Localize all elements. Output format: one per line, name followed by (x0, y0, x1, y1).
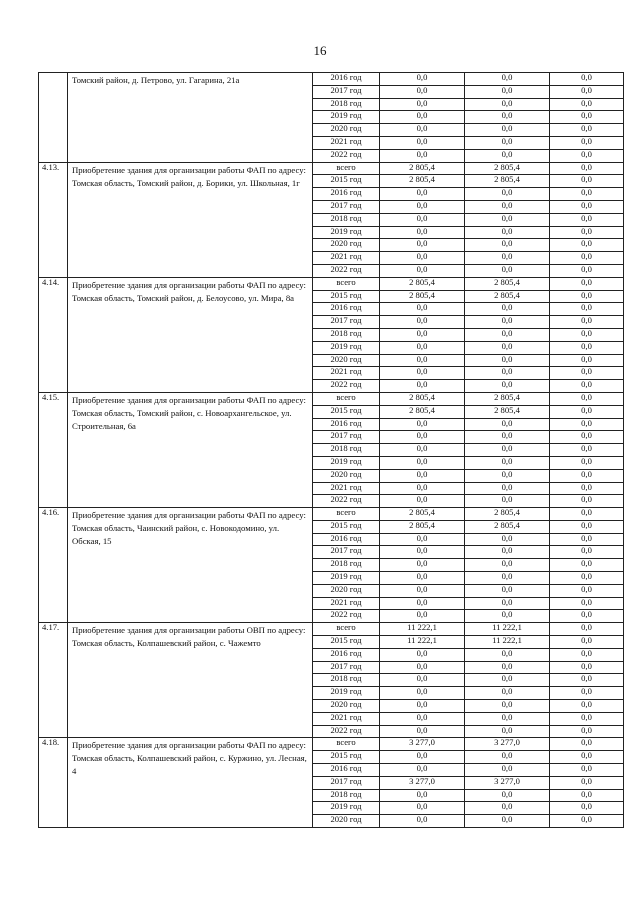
period-cell: 2021 год (313, 712, 380, 725)
other-value-cell: 0,0 (550, 738, 624, 751)
other-value-cell: 0,0 (550, 444, 624, 457)
period-cell: всего (313, 162, 380, 175)
other-value-cell: 0,0 (550, 546, 624, 559)
period-cell: 2018 год (313, 328, 380, 341)
period-cell: 2018 год (313, 559, 380, 572)
other-value-cell: 0,0 (550, 725, 624, 738)
regional-value-cell: 0,0 (465, 380, 550, 393)
other-value-cell: 0,0 (550, 559, 624, 572)
regional-value-cell: 0,0 (465, 124, 550, 137)
total-value-cell: 0,0 (380, 239, 465, 252)
regional-value-cell: 0,0 (465, 316, 550, 329)
total-value-cell: 0,0 (380, 136, 465, 149)
regional-value-cell: 0,0 (465, 802, 550, 815)
other-value-cell: 0,0 (550, 751, 624, 764)
table-row (39, 623, 624, 636)
other-value-cell: 0,0 (550, 623, 624, 636)
total-value-cell: 0,0 (380, 610, 465, 623)
other-value-cell: 0,0 (550, 277, 624, 290)
other-value-cell: 0,0 (550, 405, 624, 418)
other-value-cell: 0,0 (550, 533, 624, 546)
other-value-cell: 0,0 (550, 316, 624, 329)
other-value-cell: 0,0 (550, 610, 624, 623)
regional-value-cell: 0,0 (465, 341, 550, 354)
regional-value-cell: 0,0 (465, 200, 550, 213)
total-value-cell: 0,0 (380, 533, 465, 546)
regional-value-cell: 0,0 (465, 469, 550, 482)
total-value-cell: 2 805,4 (380, 277, 465, 290)
period-cell: 2022 год (313, 264, 380, 277)
period-cell: 2021 год (313, 136, 380, 149)
total-value-cell: 3 277,0 (380, 776, 465, 789)
period-cell: 2019 год (313, 111, 380, 124)
regional-value-cell: 0,0 (465, 149, 550, 162)
other-value-cell: 0,0 (550, 136, 624, 149)
regional-value-cell: 0,0 (465, 354, 550, 367)
period-cell: 2018 год (313, 444, 380, 457)
other-value-cell: 0,0 (550, 392, 624, 405)
period-cell: 2018 год (313, 98, 380, 111)
period-cell: 2017 год (313, 661, 380, 674)
regional-value-cell: 0,0 (465, 213, 550, 226)
table-row (39, 73, 624, 86)
total-value-cell: 2 805,4 (380, 520, 465, 533)
regional-value-cell: 0,0 (465, 98, 550, 111)
total-value-cell: 2 805,4 (380, 508, 465, 521)
period-cell: 2017 год (313, 85, 380, 98)
regional-value-cell: 0,0 (465, 597, 550, 610)
regional-value-cell: 0,0 (465, 73, 550, 86)
regional-value-cell: 0,0 (465, 661, 550, 674)
other-value-cell: 0,0 (550, 802, 624, 815)
regional-value-cell: 0,0 (465, 111, 550, 124)
other-value-cell: 0,0 (550, 200, 624, 213)
period-cell: 2021 год (313, 482, 380, 495)
item-number (39, 73, 68, 163)
other-value-cell: 0,0 (550, 712, 624, 725)
total-value-cell: 0,0 (380, 418, 465, 431)
period-cell: 2018 год (313, 674, 380, 687)
period-cell: 2018 год (313, 789, 380, 802)
total-value-cell: 0,0 (380, 789, 465, 802)
regional-value-cell: 0,0 (465, 789, 550, 802)
total-value-cell: 0,0 (380, 328, 465, 341)
funding-table (38, 72, 624, 828)
regional-value-cell: 2 805,4 (465, 520, 550, 533)
other-value-cell: 0,0 (550, 98, 624, 111)
period-cell: 2017 год (313, 431, 380, 444)
regional-value-cell: 0,0 (465, 328, 550, 341)
item-number: 4.14. (39, 277, 68, 392)
table-row (39, 162, 624, 175)
regional-value-cell: 0,0 (465, 456, 550, 469)
total-value-cell: 11 222,1 (380, 623, 465, 636)
other-value-cell: 0,0 (550, 789, 624, 802)
other-value-cell: 0,0 (550, 328, 624, 341)
regional-value-cell: 0,0 (465, 85, 550, 98)
regional-value-cell: 0,0 (465, 444, 550, 457)
period-cell: 2020 год (313, 700, 380, 713)
total-value-cell: 0,0 (380, 252, 465, 265)
other-value-cell: 0,0 (550, 431, 624, 444)
total-value-cell: 0,0 (380, 725, 465, 738)
other-value-cell: 0,0 (550, 73, 624, 86)
table-row (39, 508, 624, 521)
total-value-cell: 0,0 (380, 559, 465, 572)
total-value-cell: 2 805,4 (380, 392, 465, 405)
total-value-cell: 0,0 (380, 316, 465, 329)
total-value-cell: 0,0 (380, 73, 465, 86)
other-value-cell: 0,0 (550, 674, 624, 687)
item-number: 4.17. (39, 623, 68, 738)
total-value-cell: 0,0 (380, 751, 465, 764)
item-number: 4.13. (39, 162, 68, 277)
item-description: Приобретение здания для организации работы ОВП по адресу: Томская область, Колпашевский район, с. Чажемто (68, 623, 313, 738)
regional-value-cell: 0,0 (465, 264, 550, 277)
other-value-cell: 0,0 (550, 418, 624, 431)
regional-value-cell: 0,0 (465, 725, 550, 738)
total-value-cell: 2 805,4 (380, 405, 465, 418)
total-value-cell: 0,0 (380, 648, 465, 661)
period-cell: 2015 год (313, 751, 380, 764)
period-cell: 2015 год (313, 405, 380, 418)
other-value-cell: 0,0 (550, 367, 624, 380)
period-cell: 2021 год (313, 367, 380, 380)
period-cell: всего (313, 277, 380, 290)
regional-value-cell: 0,0 (465, 533, 550, 546)
other-value-cell: 0,0 (550, 495, 624, 508)
period-cell: 2022 год (313, 380, 380, 393)
total-value-cell: 0,0 (380, 802, 465, 815)
other-value-cell: 0,0 (550, 226, 624, 239)
period-cell: 2020 год (313, 239, 380, 252)
item-number: 4.16. (39, 508, 68, 623)
total-value-cell: 0,0 (380, 764, 465, 777)
page-number: 16 (313, 43, 327, 58)
total-value-cell: 0,0 (380, 597, 465, 610)
period-cell: 2016 год (313, 764, 380, 777)
other-value-cell: 0,0 (550, 572, 624, 585)
total-value-cell: 0,0 (380, 226, 465, 239)
other-value-cell: 0,0 (550, 239, 624, 252)
regional-value-cell: 0,0 (465, 674, 550, 687)
total-value-cell: 3 277,0 (380, 738, 465, 751)
regional-value-cell: 2 805,4 (465, 508, 550, 521)
period-cell: 2015 год (313, 175, 380, 188)
total-value-cell: 0,0 (380, 98, 465, 111)
regional-value-cell: 0,0 (465, 712, 550, 725)
regional-value-cell: 2 805,4 (465, 392, 550, 405)
period-cell: 2017 год (313, 776, 380, 789)
period-cell: 2022 год (313, 495, 380, 508)
item-number: 4.18. (39, 738, 68, 828)
period-cell: 2017 год (313, 546, 380, 559)
regional-value-cell: 0,0 (465, 252, 550, 265)
regional-value-cell: 0,0 (465, 700, 550, 713)
other-value-cell: 0,0 (550, 456, 624, 469)
other-value-cell: 0,0 (550, 111, 624, 124)
total-value-cell: 0,0 (380, 495, 465, 508)
period-cell: 2018 год (313, 213, 380, 226)
total-value-cell: 0,0 (380, 661, 465, 674)
total-value-cell: 2 805,4 (380, 290, 465, 303)
other-value-cell: 0,0 (550, 648, 624, 661)
other-value-cell: 0,0 (550, 661, 624, 674)
total-value-cell: 11 222,1 (380, 636, 465, 649)
total-value-cell: 0,0 (380, 469, 465, 482)
period-cell: 2016 год (313, 188, 380, 201)
regional-value-cell: 0,0 (465, 303, 550, 316)
total-value-cell: 0,0 (380, 200, 465, 213)
period-cell: 2019 год (313, 226, 380, 239)
period-cell: 2021 год (313, 597, 380, 610)
other-value-cell: 0,0 (550, 354, 624, 367)
period-cell: 2022 год (313, 610, 380, 623)
total-value-cell: 0,0 (380, 124, 465, 137)
other-value-cell: 0,0 (550, 252, 624, 265)
regional-value-cell: 2 805,4 (465, 405, 550, 418)
total-value-cell: 0,0 (380, 674, 465, 687)
period-cell: всего (313, 738, 380, 751)
regional-value-cell: 0,0 (465, 572, 550, 585)
period-cell: 2016 год (313, 533, 380, 546)
total-value-cell: 0,0 (380, 584, 465, 597)
regional-value-cell: 3 277,0 (465, 738, 550, 751)
regional-value-cell: 0,0 (465, 495, 550, 508)
other-value-cell: 0,0 (550, 584, 624, 597)
period-cell: 2020 год (313, 815, 380, 828)
table-row (39, 738, 624, 751)
period-cell: 2019 год (313, 572, 380, 585)
total-value-cell: 0,0 (380, 444, 465, 457)
period-cell: 2019 год (313, 687, 380, 700)
period-cell: 2019 год (313, 341, 380, 354)
total-value-cell: 2 805,4 (380, 162, 465, 175)
item-description: Приобретение здания для организации работы ФАП по адресу: Томская область, Томский район, д. Борики, ул. Школьная, 1г (68, 162, 313, 277)
period-cell: всего (313, 392, 380, 405)
other-value-cell: 0,0 (550, 776, 624, 789)
period-cell: 2020 год (313, 354, 380, 367)
other-value-cell: 0,0 (550, 162, 624, 175)
total-value-cell: 0,0 (380, 213, 465, 226)
other-value-cell: 0,0 (550, 482, 624, 495)
total-value-cell: 0,0 (380, 367, 465, 380)
table-row (39, 277, 624, 290)
regional-value-cell: 0,0 (465, 751, 550, 764)
regional-value-cell: 3 277,0 (465, 776, 550, 789)
period-cell: всего (313, 508, 380, 521)
period-cell: 2022 год (313, 725, 380, 738)
total-value-cell: 0,0 (380, 815, 465, 828)
total-value-cell: 0,0 (380, 712, 465, 725)
other-value-cell: 0,0 (550, 380, 624, 393)
period-cell: 2020 год (313, 124, 380, 137)
total-value-cell: 0,0 (380, 85, 465, 98)
item-description: Приобретение здания для организации работы ФАП по адресу: Томская область, Томский район, с. Новоархангельское, ул. Строительная, 6а (68, 392, 313, 507)
regional-value-cell: 0,0 (465, 136, 550, 149)
other-value-cell: 0,0 (550, 508, 624, 521)
period-cell: 2016 год (313, 418, 380, 431)
regional-value-cell: 2 805,4 (465, 277, 550, 290)
regional-value-cell: 0,0 (465, 584, 550, 597)
other-value-cell: 0,0 (550, 85, 624, 98)
other-value-cell: 0,0 (550, 341, 624, 354)
period-cell: 2015 год (313, 636, 380, 649)
other-value-cell: 0,0 (550, 264, 624, 277)
other-value-cell: 0,0 (550, 213, 624, 226)
total-value-cell: 0,0 (380, 149, 465, 162)
regional-value-cell: 0,0 (465, 648, 550, 661)
other-value-cell: 0,0 (550, 520, 624, 533)
item-description: Томский район, д. Петрово, ул. Гагарина, 21а (68, 73, 313, 163)
total-value-cell: 0,0 (380, 354, 465, 367)
regional-value-cell: 2 805,4 (465, 162, 550, 175)
period-cell: 2022 год (313, 149, 380, 162)
period-cell: 2016 год (313, 303, 380, 316)
other-value-cell: 0,0 (550, 290, 624, 303)
regional-value-cell: 11 222,1 (465, 636, 550, 649)
other-value-cell: 0,0 (550, 303, 624, 316)
period-cell: 2020 год (313, 469, 380, 482)
table-row (39, 392, 624, 405)
period-cell: 2015 год (313, 290, 380, 303)
total-value-cell: 0,0 (380, 111, 465, 124)
other-value-cell: 0,0 (550, 124, 624, 137)
item-description: Приобретение здания для организации работы ФАП по адресу: Томская область, Томский район, д. Белоусово, ул. Мира, 8а (68, 277, 313, 392)
period-cell: 2019 год (313, 802, 380, 815)
period-cell: 2020 год (313, 584, 380, 597)
total-value-cell: 0,0 (380, 264, 465, 277)
total-value-cell: 0,0 (380, 482, 465, 495)
period-cell: 2017 год (313, 200, 380, 213)
total-value-cell: 0,0 (380, 380, 465, 393)
regional-value-cell: 2 805,4 (465, 175, 550, 188)
total-value-cell: 2 805,4 (380, 175, 465, 188)
total-value-cell: 0,0 (380, 546, 465, 559)
regional-value-cell: 0,0 (465, 610, 550, 623)
other-value-cell: 0,0 (550, 815, 624, 828)
regional-value-cell: 0,0 (465, 815, 550, 828)
total-value-cell: 0,0 (380, 431, 465, 444)
total-value-cell: 0,0 (380, 572, 465, 585)
regional-value-cell: 0,0 (465, 367, 550, 380)
regional-value-cell: 0,0 (465, 687, 550, 700)
regional-value-cell: 0,0 (465, 764, 550, 777)
regional-value-cell: 0,0 (465, 431, 550, 444)
item-description: Приобретение здания для организации работы ФАП по адресу: Томская область, Чаинский район, с. Новокодомино, ул. Обская, 15 (68, 508, 313, 623)
other-value-cell: 0,0 (550, 469, 624, 482)
regional-value-cell: 0,0 (465, 239, 550, 252)
other-value-cell: 0,0 (550, 188, 624, 201)
other-value-cell: 0,0 (550, 764, 624, 777)
total-value-cell: 0,0 (380, 188, 465, 201)
item-number: 4.15. (39, 392, 68, 507)
other-value-cell: 0,0 (550, 597, 624, 610)
regional-value-cell: 0,0 (465, 418, 550, 431)
total-value-cell: 0,0 (380, 687, 465, 700)
period-cell: 2016 год (313, 73, 380, 86)
regional-value-cell: 11 222,1 (465, 623, 550, 636)
other-value-cell: 0,0 (550, 175, 624, 188)
other-value-cell: 0,0 (550, 636, 624, 649)
period-cell: 2017 год (313, 316, 380, 329)
period-cell: 2015 год (313, 520, 380, 533)
regional-value-cell: 0,0 (465, 559, 550, 572)
regional-value-cell: 0,0 (465, 226, 550, 239)
other-value-cell: 0,0 (550, 687, 624, 700)
total-value-cell: 0,0 (380, 700, 465, 713)
regional-value-cell: 2 805,4 (465, 290, 550, 303)
period-cell: 2019 год (313, 456, 380, 469)
regional-value-cell: 0,0 (465, 188, 550, 201)
item-description: Приобретение здания для организации работы ФАП по адресу: Томская область, Колпашевский район, с. Куржино, ул. Лесная, 4 (68, 738, 313, 828)
period-cell: всего (313, 623, 380, 636)
period-cell: 2016 год (313, 648, 380, 661)
total-value-cell: 0,0 (380, 456, 465, 469)
period-cell: 2021 год (313, 252, 380, 265)
total-value-cell: 0,0 (380, 303, 465, 316)
regional-value-cell: 0,0 (465, 546, 550, 559)
other-value-cell: 0,0 (550, 700, 624, 713)
total-value-cell: 0,0 (380, 341, 465, 354)
other-value-cell: 0,0 (550, 149, 624, 162)
regional-value-cell: 0,0 (465, 482, 550, 495)
